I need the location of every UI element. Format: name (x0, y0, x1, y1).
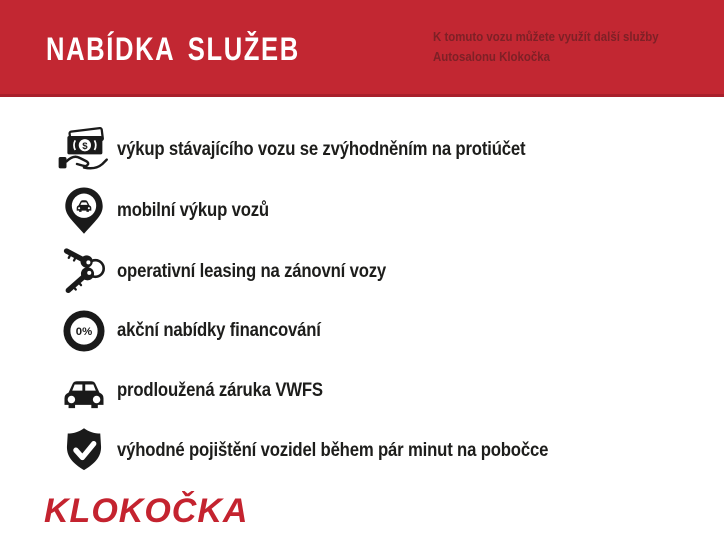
header-subtitle (433, 27, 659, 67)
car-location-pin-icon (55, 184, 113, 238)
svg-text:0%: 0% (75, 326, 93, 339)
shield-check-icon (55, 424, 113, 478)
service-row-insurance (55, 424, 607, 478)
service-label: výkup stávajícího vozu se zvýhodněním na protiúčet (117, 139, 526, 160)
service-row-trade-in (55, 123, 581, 177)
service-label: prodloužená záruka VWFS (117, 380, 323, 401)
svg-text:$: $ (82, 140, 88, 152)
service-row-warranty (55, 364, 351, 418)
zero-percent-icon (55, 304, 113, 358)
car-keys-icon (55, 245, 113, 299)
service-label: výhodné pojištění vozidel během pár minut na pobočce (117, 440, 549, 461)
service-label: mobilní výkup vozů (117, 200, 269, 221)
car-front-icon (55, 364, 113, 418)
service-row-mobile-buyout (55, 184, 290, 238)
service-label: operativní leasing na zánovní vozy (117, 261, 387, 282)
klokocka-logo: KLOKOČKA (44, 492, 249, 530)
header-band (0, 0, 724, 97)
header-subtitle-line1: K tomuto vozu můžete využít další služby (433, 29, 659, 44)
service-row-financing (55, 304, 349, 358)
cash-in-hand-icon (55, 123, 113, 177)
page-title: NABÍDKA SLUŽEB (46, 31, 300, 67)
service-label: akční nabídky financování (117, 320, 321, 341)
service-row-leasing (55, 245, 423, 299)
header-subtitle-line2: Autosalonu Klokočka (433, 49, 550, 64)
